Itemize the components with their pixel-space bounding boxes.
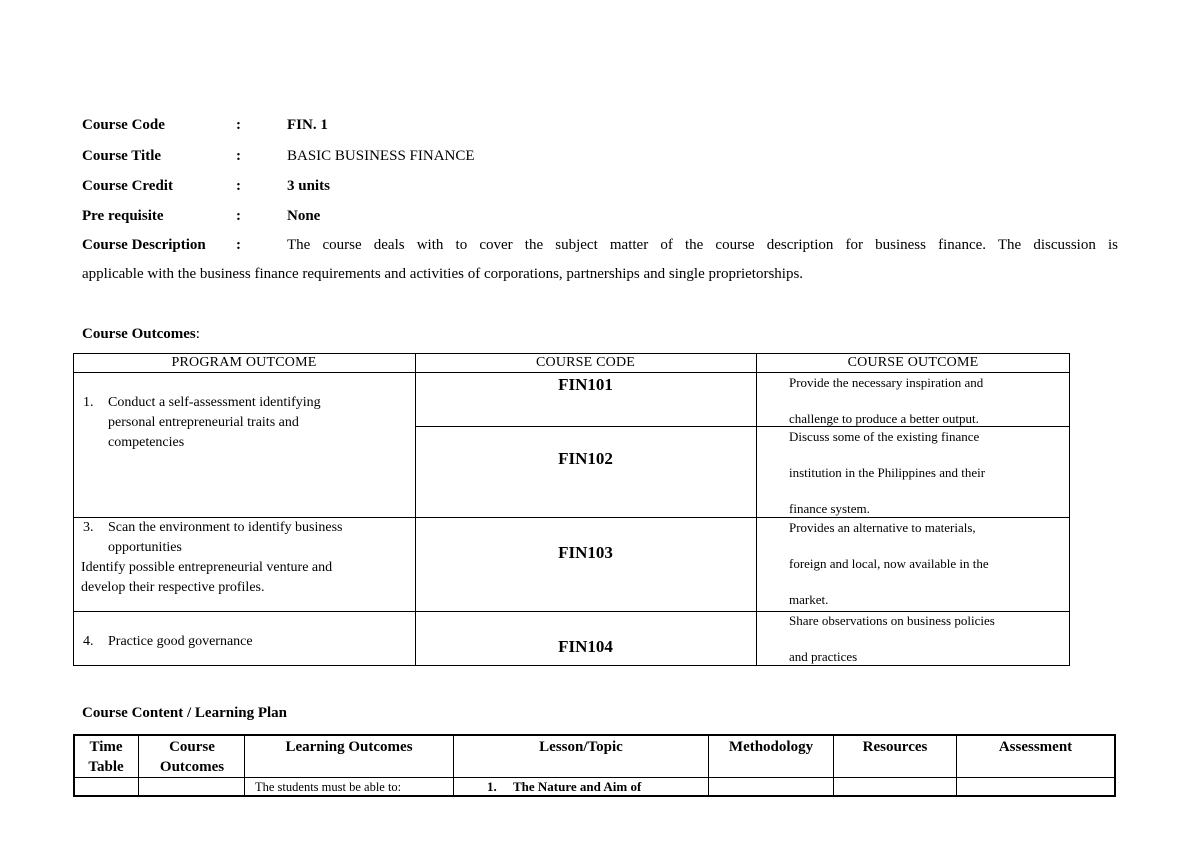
po1-line: Conduct a self-assessment identifying	[108, 395, 321, 410]
course-outcome-line: Provides an alternative to materials,	[789, 520, 976, 535]
table-border	[73, 734, 1116, 736]
course-outcomes-title-text: Course Outcomes	[82, 326, 196, 342]
lesson-number: 1.	[487, 779, 497, 794]
course-code-fin101: FIN101	[558, 375, 613, 394]
header-time-table	[73, 737, 139, 777]
lesson-topic-text: The Nature and Aim of	[513, 779, 642, 794]
course-title-label: Course Title	[82, 148, 162, 164]
course-outcomes-title	[82, 326, 200, 343]
colon: :	[236, 117, 241, 133]
course-code-fin104: FIN104	[558, 637, 613, 656]
table-border	[1114, 734, 1116, 797]
po4-line: Practice good governance	[108, 634, 253, 649]
header-assessment: Assessment	[998, 739, 1073, 755]
course-code-fin102: FIN102	[558, 449, 613, 468]
header-time-table-line: Time	[89, 739, 123, 755]
column-divider	[415, 353, 416, 666]
course-outcome-line: Share observations on business policies	[789, 613, 995, 628]
header-course-outcome: COURSE OUTCOME	[847, 355, 979, 370]
table-border	[73, 353, 1070, 354]
header-program-outcome: PROGRAM OUTCOME	[171, 355, 317, 370]
learning-outcomes-intro: The students must be able to:	[255, 780, 402, 794]
course-outcome-line: foreign and local, now available in the	[789, 556, 989, 571]
prerequisite-label: Pre requisite	[82, 208, 164, 224]
learning-plan-table	[73, 734, 1116, 797]
course-outcome-line: challenge to produce a better output.	[789, 411, 979, 426]
course-outcomes-title-colon: :	[195, 326, 200, 342]
po3-line: Scan the environment to identify business	[108, 520, 343, 535]
course-outcome-line: finance system.	[789, 501, 870, 516]
po3-line: Identify possible entrepreneurial venture and	[81, 560, 333, 575]
course-credit-label: Course Credit	[82, 178, 173, 194]
course-outcome-line: and practices	[789, 649, 858, 664]
header-course-code: COURSE CODE	[535, 355, 636, 370]
course-outcome-line: Discuss some of the existing finance	[789, 429, 980, 444]
course-outcome-line: market.	[789, 592, 829, 607]
po1-line: personal entrepreneurial traits and	[108, 415, 299, 430]
column-divider	[756, 353, 757, 666]
course-outcome-fin104	[789, 603, 995, 675]
course-outcome-line: Provide the necessary inspiration and	[789, 375, 984, 390]
table-border	[73, 353, 74, 666]
course-credit-value: 3 units	[287, 178, 330, 194]
po1-number: 1.	[83, 395, 94, 410]
header-learning-outcomes: Learning Outcomes	[285, 739, 413, 755]
header-course-outcomes	[139, 737, 245, 777]
colon: :	[236, 237, 241, 253]
po3-line: opportunities	[108, 540, 182, 555]
course-code-label: Course Code	[82, 117, 165, 133]
po3-line: develop their respective profiles.	[81, 580, 265, 595]
course-title-value: BASIC BUSINESS FINANCE	[287, 148, 475, 164]
header-lesson-topic: Lesson/Topic	[539, 739, 623, 755]
course-description-line-2: applicable with the business finance requirements and activities of corporations, partnerships and single proprietorships.	[82, 266, 804, 282]
header-course-outcomes-line: Course	[169, 739, 215, 755]
course-code-value: FIN. 1	[287, 117, 328, 133]
po3-number: 3.	[83, 520, 94, 535]
course-code-fin103: FIN103	[558, 543, 613, 562]
header-methodology: Methodology	[728, 739, 814, 755]
course-description-label: Course Description	[82, 237, 206, 253]
prerequisite-value: None	[287, 208, 321, 224]
colon: :	[236, 148, 241, 164]
learning-plan-title: Course Content / Learning Plan	[82, 705, 288, 721]
course-outcome-line: institution in the Philippines and their	[789, 465, 986, 480]
colon: :	[236, 178, 241, 194]
po4-number: 4.	[83, 634, 94, 649]
header-time-table-line: Table	[88, 759, 124, 775]
course-outcomes-table	[73, 353, 1070, 666]
po1-line: competencies	[108, 435, 185, 450]
header-course-outcomes-line: Outcomes	[159, 759, 225, 775]
course-outcome-fin103	[789, 510, 989, 618]
header-resources: Resources	[862, 739, 928, 755]
table-border	[1069, 353, 1070, 666]
course-description-line-1: The course deals with to cover the subject matter of the course description for business finance. The discussion is	[287, 237, 1118, 253]
colon: :	[236, 208, 241, 224]
